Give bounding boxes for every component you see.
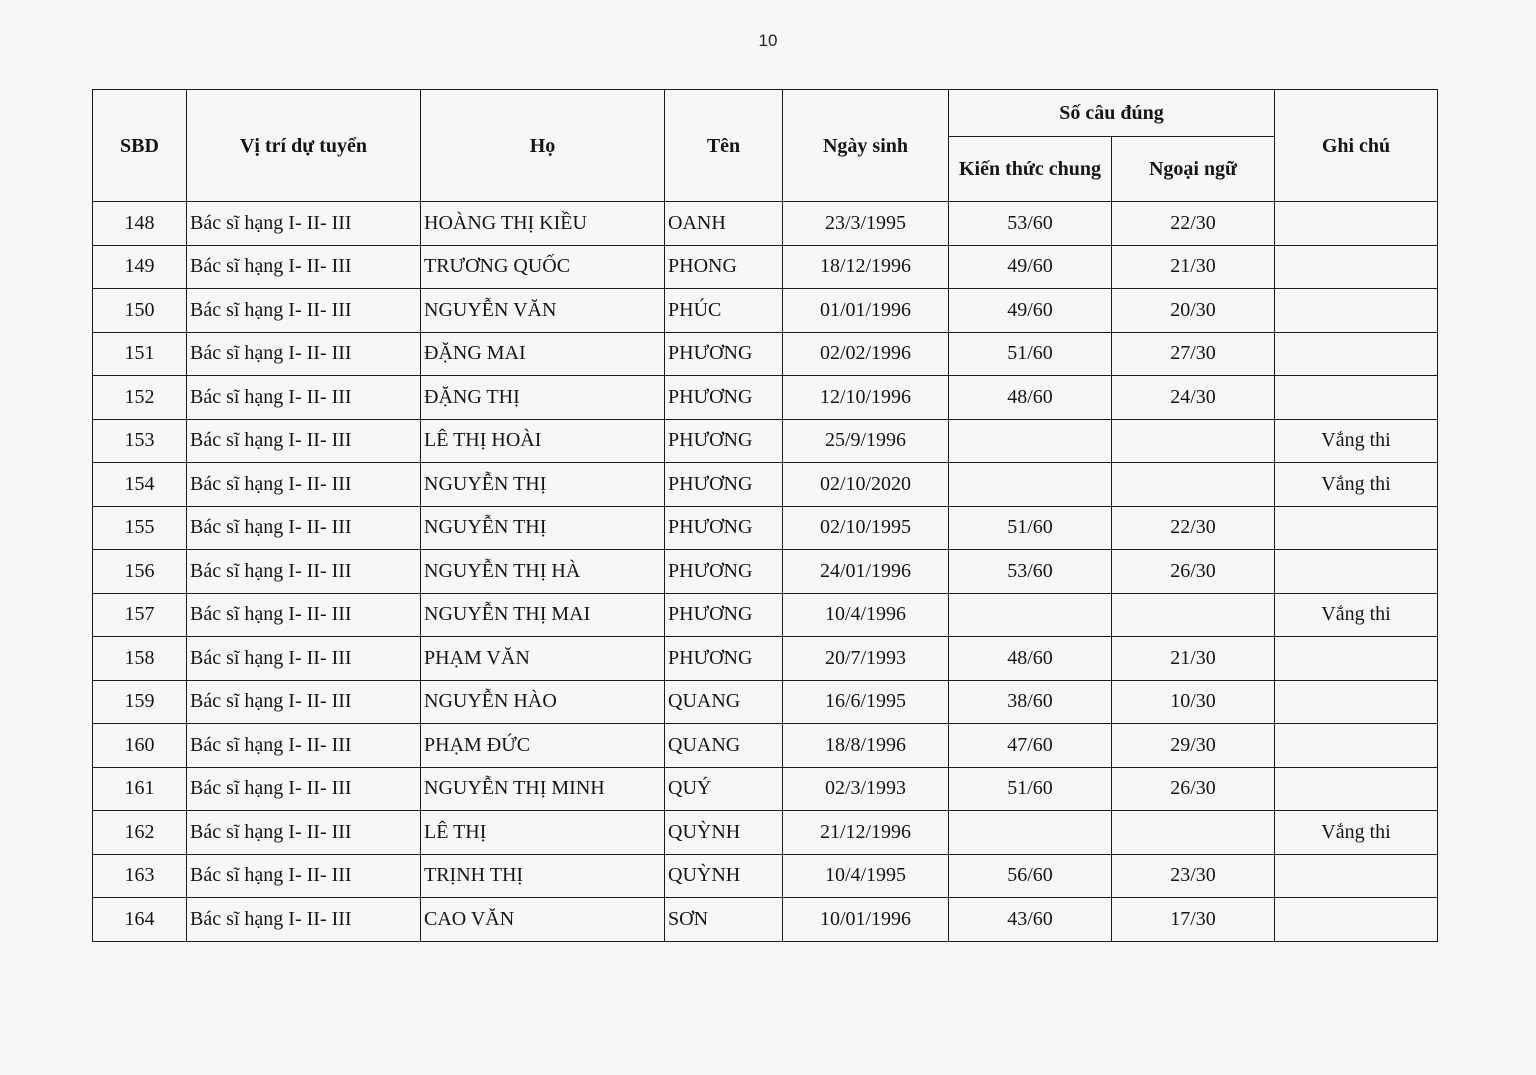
table-row — [93, 245, 1438, 289]
cell-first-name: PHONG — [665, 245, 783, 289]
cell-sbd: 159 — [93, 680, 187, 724]
cell-foreign-language — [1112, 593, 1275, 637]
cell-note — [1275, 724, 1438, 768]
header-general-knowledge: Kiến thức chung — [949, 137, 1112, 202]
cell-last-name: NGUYỄN HÀO — [421, 680, 665, 724]
table-row — [93, 593, 1438, 637]
cell-general-knowledge: 43/60 — [949, 898, 1112, 942]
table-row — [93, 724, 1438, 768]
cell-birth-date: 02/10/2020 — [783, 463, 949, 507]
cell-first-name: PHƯƠNG — [665, 463, 783, 507]
cell-note — [1275, 506, 1438, 550]
header-correct-answers: Số câu đúng — [949, 90, 1275, 137]
cell-first-name: QUỲNH — [665, 811, 783, 855]
cell-sbd: 150 — [93, 289, 187, 333]
cell-birth-date: 18/12/1996 — [783, 245, 949, 289]
cell-birth-date: 25/9/1996 — [783, 419, 949, 463]
cell-foreign-language: 22/30 — [1112, 506, 1275, 550]
cell-last-name: LÊ THỊ — [421, 811, 665, 855]
cell-note — [1275, 245, 1438, 289]
cell-first-name: PHƯƠNG — [665, 550, 783, 594]
cell-sbd: 163 — [93, 854, 187, 898]
cell-foreign-language: 20/30 — [1112, 289, 1275, 333]
cell-sbd: 155 — [93, 506, 187, 550]
cell-foreign-language — [1112, 463, 1275, 507]
page-number: 10 — [758, 31, 778, 50]
cell-note — [1275, 332, 1438, 376]
table-row — [93, 506, 1438, 550]
cell-first-name: PHƯƠNG — [665, 332, 783, 376]
cell-foreign-language: 29/30 — [1112, 724, 1275, 768]
cell-general-knowledge: 53/60 — [949, 202, 1112, 246]
cell-general-knowledge: 48/60 — [949, 376, 1112, 420]
cell-last-name: NGUYỄN THỊ HÀ — [421, 550, 665, 594]
cell-first-name: PHÚC — [665, 289, 783, 333]
cell-note — [1275, 637, 1438, 681]
cell-last-name: ĐẶNG THỊ — [421, 376, 665, 420]
cell-note: Vắng thi — [1275, 811, 1438, 855]
table-body — [93, 202, 1438, 942]
cell-position: Bác sĩ hạng I- II- III — [187, 202, 421, 246]
cell-sbd: 161 — [93, 767, 187, 811]
cell-sbd: 160 — [93, 724, 187, 768]
cell-last-name: PHẠM VĂN — [421, 637, 665, 681]
cell-position: Bác sĩ hạng I- II- III — [187, 767, 421, 811]
cell-position: Bác sĩ hạng I- II- III — [187, 419, 421, 463]
cell-first-name: QUÝ — [665, 767, 783, 811]
table-row — [93, 811, 1438, 855]
cell-sbd: 156 — [93, 550, 187, 594]
cell-sbd: 151 — [93, 332, 187, 376]
cell-first-name: QUỲNH — [665, 854, 783, 898]
table-row — [93, 550, 1438, 594]
cell-foreign-language: 21/30 — [1112, 245, 1275, 289]
cell-sbd: 153 — [93, 419, 187, 463]
cell-birth-date: 02/3/1993 — [783, 767, 949, 811]
cell-first-name: QUANG — [665, 680, 783, 724]
cell-general-knowledge: 48/60 — [949, 637, 1112, 681]
header-note: Ghi chú — [1275, 90, 1438, 202]
table-row — [93, 767, 1438, 811]
cell-sbd: 164 — [93, 898, 187, 942]
cell-note: Vắng thi — [1275, 593, 1438, 637]
cell-birth-date: 12/10/1996 — [783, 376, 949, 420]
table-row — [93, 854, 1438, 898]
cell-birth-date: 23/3/1995 — [783, 202, 949, 246]
table-row — [93, 289, 1438, 333]
cell-first-name: PHƯƠNG — [665, 419, 783, 463]
cell-birth-date: 02/02/1996 — [783, 332, 949, 376]
cell-note — [1275, 854, 1438, 898]
cell-last-name: ĐẶNG MAI — [421, 332, 665, 376]
cell-sbd: 158 — [93, 637, 187, 681]
cell-general-knowledge: 49/60 — [949, 289, 1112, 333]
cell-first-name: OANH — [665, 202, 783, 246]
cell-foreign-language: 27/30 — [1112, 332, 1275, 376]
cell-note: Vắng thi — [1275, 419, 1438, 463]
cell-position: Bác sĩ hạng I- II- III — [187, 637, 421, 681]
cell-general-knowledge: 38/60 — [949, 680, 1112, 724]
cell-general-knowledge: 51/60 — [949, 332, 1112, 376]
cell-foreign-language: 26/30 — [1112, 550, 1275, 594]
cell-position: Bác sĩ hạng I- II- III — [187, 898, 421, 942]
cell-general-knowledge: 49/60 — [949, 245, 1112, 289]
table-row — [93, 463, 1438, 507]
cell-note — [1275, 550, 1438, 594]
cell-sbd: 157 — [93, 593, 187, 637]
header-position: Vị trí dự tuyển — [187, 90, 421, 202]
cell-note — [1275, 202, 1438, 246]
cell-sbd: 152 — [93, 376, 187, 420]
cell-birth-date: 10/4/1996 — [783, 593, 949, 637]
cell-position: Bác sĩ hạng I- II- III — [187, 724, 421, 768]
table-row — [93, 419, 1438, 463]
cell-note: Vắng thi — [1275, 463, 1438, 507]
cell-foreign-language: 10/30 — [1112, 680, 1275, 724]
cell-position: Bác sĩ hạng I- II- III — [187, 811, 421, 855]
cell-last-name: NGUYỄN THỊ — [421, 506, 665, 550]
cell-general-knowledge — [949, 463, 1112, 507]
cell-last-name: NGUYỄN THỊ MINH — [421, 767, 665, 811]
cell-note — [1275, 680, 1438, 724]
cell-first-name: PHƯƠNG — [665, 593, 783, 637]
cell-birth-date: 16/6/1995 — [783, 680, 949, 724]
cell-last-name: TRƯƠNG QUỐC — [421, 245, 665, 289]
cell-last-name: NGUYỄN VĂN — [421, 289, 665, 333]
cell-position: Bác sĩ hạng I- II- III — [187, 463, 421, 507]
cell-first-name: PHƯƠNG — [665, 506, 783, 550]
header-last-name: Họ — [421, 90, 665, 202]
cell-first-name: PHƯƠNG — [665, 637, 783, 681]
cell-first-name: PHƯƠNG — [665, 376, 783, 420]
table-row — [93, 898, 1438, 942]
cell-note — [1275, 289, 1438, 333]
cell-last-name: CAO VĂN — [421, 898, 665, 942]
cell-foreign-language — [1112, 419, 1275, 463]
cell-position: Bác sĩ hạng I- II- III — [187, 854, 421, 898]
cell-general-knowledge — [949, 593, 1112, 637]
cell-general-knowledge — [949, 811, 1112, 855]
cell-sbd: 148 — [93, 202, 187, 246]
cell-note — [1275, 376, 1438, 420]
cell-last-name: NGUYỄN THỊ MAI — [421, 593, 665, 637]
cell-position: Bác sĩ hạng I- II- III — [187, 680, 421, 724]
cell-last-name: NGUYỄN THỊ — [421, 463, 665, 507]
cell-last-name: TRỊNH THỊ — [421, 854, 665, 898]
cell-position: Bác sĩ hạng I- II- III — [187, 245, 421, 289]
cell-birth-date: 24/01/1996 — [783, 550, 949, 594]
cell-first-name: QUANG — [665, 724, 783, 768]
cell-foreign-language: 26/30 — [1112, 767, 1275, 811]
cell-foreign-language: 24/30 — [1112, 376, 1275, 420]
cell-birth-date: 10/01/1996 — [783, 898, 949, 942]
cell-general-knowledge: 53/60 — [949, 550, 1112, 594]
table-row — [93, 680, 1438, 724]
cell-position: Bác sĩ hạng I- II- III — [187, 506, 421, 550]
cell-note — [1275, 898, 1438, 942]
cell-foreign-language: 21/30 — [1112, 637, 1275, 681]
cell-birth-date: 21/12/1996 — [783, 811, 949, 855]
cell-sbd: 162 — [93, 811, 187, 855]
cell-last-name: HOÀNG THỊ KIỀU — [421, 202, 665, 246]
exam-results-table — [92, 89, 1438, 942]
cell-position: Bác sĩ hạng I- II- III — [187, 376, 421, 420]
header-birth-date: Ngày sinh — [783, 90, 949, 202]
cell-foreign-language: 17/30 — [1112, 898, 1275, 942]
cell-foreign-language — [1112, 811, 1275, 855]
table-row — [93, 376, 1438, 420]
table-row — [93, 332, 1438, 376]
cell-sbd: 154 — [93, 463, 187, 507]
cell-first-name: SƠN — [665, 898, 783, 942]
cell-general-knowledge: 56/60 — [949, 854, 1112, 898]
cell-position: Bác sĩ hạng I- II- III — [187, 332, 421, 376]
table-row — [93, 202, 1438, 246]
table-header — [93, 90, 1438, 202]
header-foreign-language: Ngoại ngữ — [1112, 137, 1275, 202]
table-row — [93, 637, 1438, 681]
cell-note — [1275, 767, 1438, 811]
cell-position: Bác sĩ hạng I- II- III — [187, 550, 421, 594]
header-first-name: Tên — [665, 90, 783, 202]
cell-last-name: LÊ THỊ HOÀI — [421, 419, 665, 463]
cell-last-name: PHẠM ĐỨC — [421, 724, 665, 768]
cell-general-knowledge: 47/60 — [949, 724, 1112, 768]
cell-birth-date: 02/10/1995 — [783, 506, 949, 550]
cell-birth-date: 10/4/1995 — [783, 854, 949, 898]
cell-position: Bác sĩ hạng I- II- III — [187, 593, 421, 637]
cell-general-knowledge: 51/60 — [949, 506, 1112, 550]
cell-birth-date: 01/01/1996 — [783, 289, 949, 333]
cell-position: Bác sĩ hạng I- II- III — [187, 289, 421, 333]
cell-foreign-language: 22/30 — [1112, 202, 1275, 246]
cell-general-knowledge: 51/60 — [949, 767, 1112, 811]
cell-birth-date: 18/8/1996 — [783, 724, 949, 768]
cell-general-knowledge — [949, 419, 1112, 463]
cell-foreign-language: 23/30 — [1112, 854, 1275, 898]
cell-birth-date: 20/7/1993 — [783, 637, 949, 681]
header-sbd: SBD — [93, 90, 187, 202]
cell-sbd: 149 — [93, 245, 187, 289]
